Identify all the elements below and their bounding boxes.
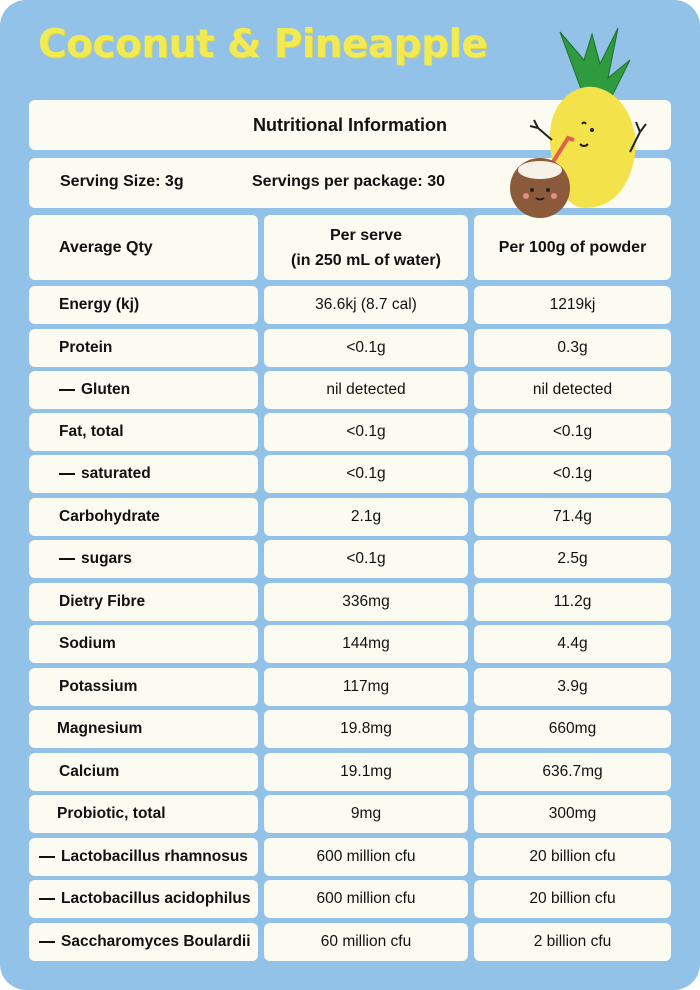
dash-icon (39, 941, 55, 944)
row-per-100g: 0.3g (474, 329, 671, 367)
row-per-100g: 1219kj (474, 286, 671, 324)
servings-per-package: Servings per package: 30 (252, 173, 445, 190)
row-per-serve: 19.1mg (264, 753, 468, 791)
dash-icon (39, 856, 55, 859)
row-per-serve: <0.1g (264, 329, 468, 367)
row-label: Dietry Fibre (29, 583, 258, 621)
row-label: Fat, total (29, 413, 258, 451)
pineapple-coconut-illustration (500, 20, 680, 220)
row-per-serve: 2.1g (264, 498, 468, 536)
row-label-text: saturated (81, 465, 151, 482)
row-per-serve: <0.1g (264, 413, 468, 451)
row-per-100g: 11.2g (474, 583, 671, 621)
row-label: Potassium (29, 668, 258, 706)
product-title: Coconut & Pineapple (38, 22, 488, 67)
row-label: Probiotic, total (29, 795, 258, 833)
row-per-100g: 636.7mg (474, 753, 671, 791)
dash-icon (59, 389, 75, 392)
row-per-100g: 3.9g (474, 668, 671, 706)
row-label-text: Saccharomyces Boulardii (61, 933, 251, 950)
header-per-100g: Per 100g of powder (474, 215, 671, 280)
row-per-serve: 600 million cfu (264, 838, 468, 876)
row-label-sub (29, 540, 258, 578)
row-per-100g: 20 billion cfu (474, 880, 671, 918)
row-label-text: Gluten (81, 381, 131, 398)
header-per-serve-line2: (in 250 mL of water) (291, 251, 441, 269)
row-label-text: Lactobacillus acidophilus (61, 890, 251, 907)
row-per-100g: 20 billion cfu (474, 838, 671, 876)
dash-icon (59, 473, 75, 476)
row-per-serve: 19.8mg (264, 710, 468, 748)
row-per-100g: 4.4g (474, 625, 671, 663)
nutritional-information-header: Nutritional Information (29, 100, 671, 150)
serving-size: Serving Size: 3g (60, 173, 184, 190)
row-label-sub (29, 838, 258, 876)
row-label: Calcium (29, 753, 258, 791)
row-per-serve: <0.1g (264, 455, 468, 493)
header-per-serve-line1: Per serve (329, 226, 403, 244)
row-per-serve: 9mg (264, 795, 468, 833)
row-per-serve: 36.6kj (8.7 cal) (264, 286, 468, 324)
row-per-100g: 300mg (474, 795, 671, 833)
row-per-serve: 336mg (264, 583, 468, 621)
row-label-sub (29, 371, 258, 409)
header-average-qty: Average Qty (29, 215, 258, 280)
row-label-sub (29, 880, 258, 918)
row-label-text: sugars (81, 550, 132, 567)
row-per-100g: 660mg (474, 710, 671, 748)
header-per-serve (264, 215, 468, 280)
row-per-100g: 71.4g (474, 498, 671, 536)
row-per-100g: <0.1g (474, 413, 671, 451)
row-per-serve: 600 million cfu (264, 880, 468, 918)
row-per-100g: nil detected (474, 371, 671, 409)
row-per-serve: 60 million cfu (264, 923, 468, 961)
row-label-sub (29, 455, 258, 493)
row-per-serve: <0.1g (264, 540, 468, 578)
row-label: Protein (29, 329, 258, 367)
row-label: Magnesium (29, 710, 258, 748)
row-per-100g: 2 billion cfu (474, 923, 671, 961)
row-label-sub (29, 923, 258, 961)
row-per-100g: <0.1g (474, 455, 671, 493)
row-label-text: Lactobacillus rhamnosus (61, 848, 248, 865)
row-label: Energy (kj) (29, 286, 258, 324)
dash-icon (59, 558, 75, 561)
row-label: Carbohydrate (29, 498, 258, 536)
row-per-serve: 144mg (264, 625, 468, 663)
row-per-100g: 2.5g (474, 540, 671, 578)
dash-icon (39, 898, 55, 901)
row-per-serve: nil detected (264, 371, 468, 409)
row-label: Sodium (29, 625, 258, 663)
row-per-serve: 117mg (264, 668, 468, 706)
